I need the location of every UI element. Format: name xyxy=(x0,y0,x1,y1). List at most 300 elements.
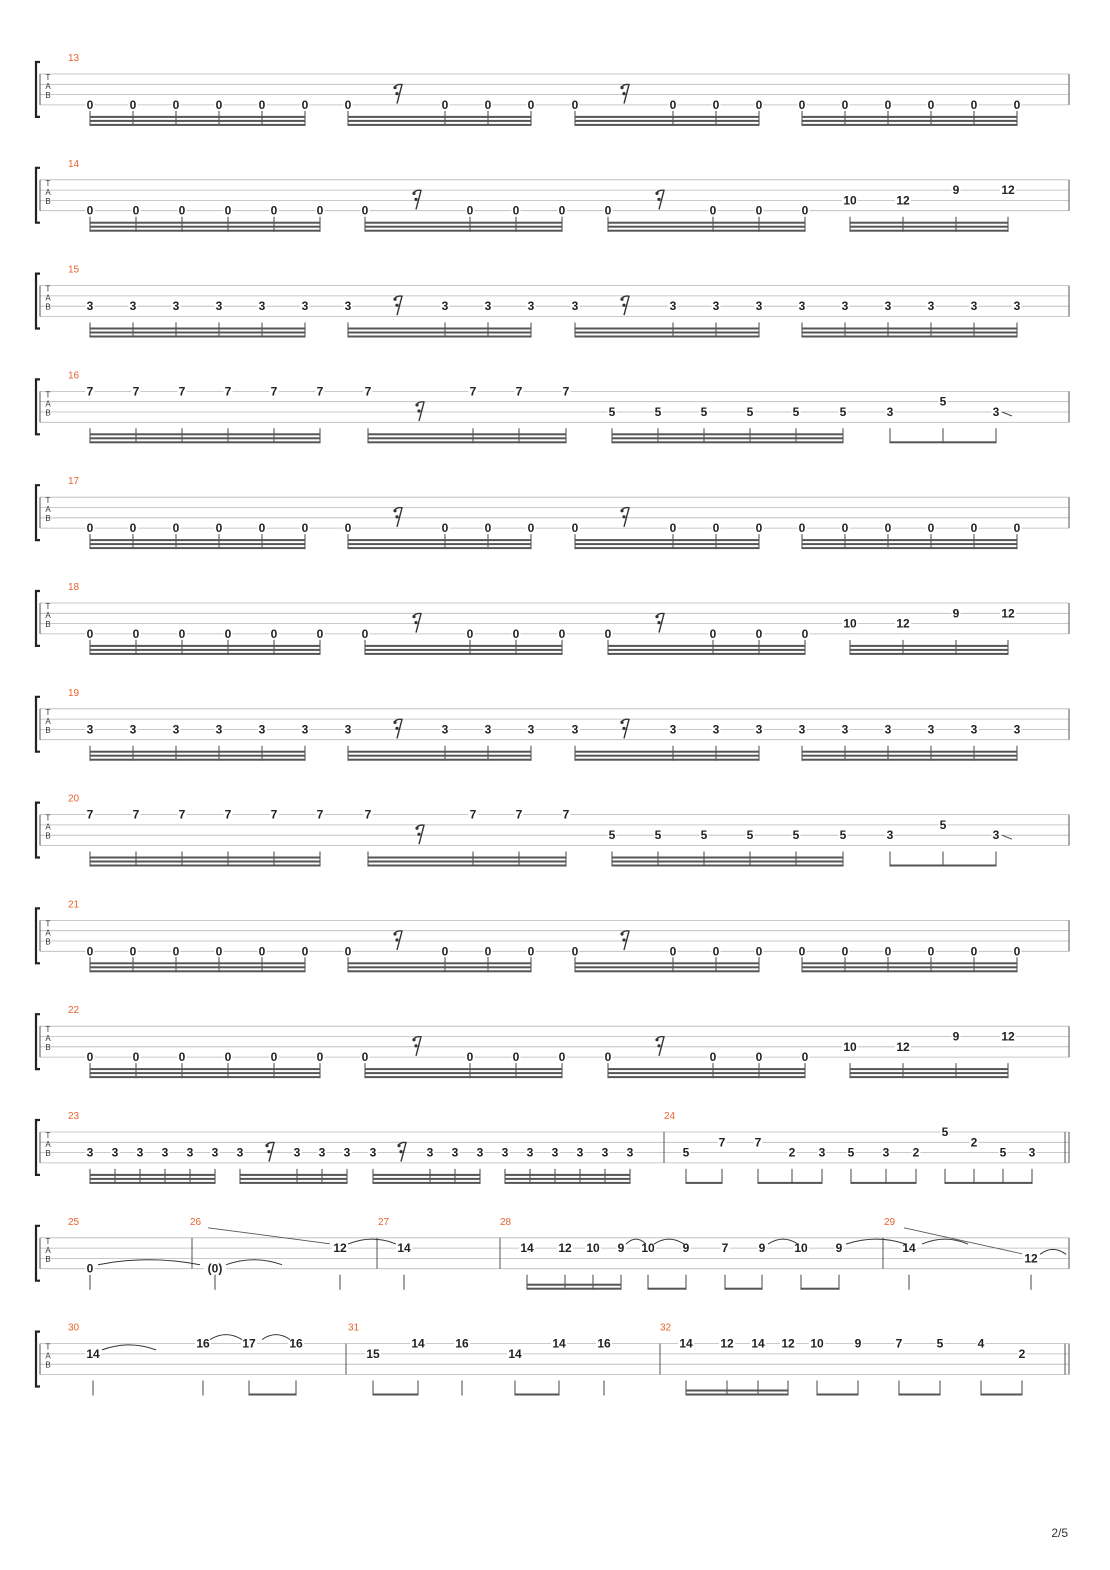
beam xyxy=(890,441,996,443)
tab-clef-letter: T xyxy=(45,284,51,294)
fret-number: 0 xyxy=(316,1050,324,1065)
beam xyxy=(249,1394,296,1396)
beam xyxy=(802,966,1017,968)
fret-number: 0 xyxy=(558,203,566,218)
rest-dot xyxy=(657,1044,660,1047)
beam xyxy=(802,336,1017,338)
fret-number: 5 xyxy=(700,828,708,843)
fret-number: 0 xyxy=(466,203,474,218)
fret-number: 3 xyxy=(86,722,94,737)
beam xyxy=(348,336,531,338)
beam xyxy=(850,1072,1008,1074)
fret-number: 0 xyxy=(344,97,352,112)
beam xyxy=(802,332,1017,334)
tab-clef-letter: T xyxy=(45,1131,51,1140)
beam xyxy=(505,1182,630,1184)
fret-number: 3 xyxy=(601,1145,609,1160)
fret-number: 3 xyxy=(886,405,894,419)
fret-number: 3 xyxy=(236,1145,244,1160)
fret-number: 3 xyxy=(818,1145,826,1160)
fret-number: 16 xyxy=(597,1336,611,1351)
tab-staff xyxy=(36,697,1069,752)
tab-clef-letter: B xyxy=(45,725,51,735)
beam xyxy=(348,120,531,122)
rest-dot xyxy=(267,1150,270,1153)
beam xyxy=(348,759,531,761)
fret-number: 3 xyxy=(111,1145,119,1160)
measure-number: 32 xyxy=(660,1322,672,1334)
fret-number: 0 xyxy=(466,626,474,641)
beam xyxy=(90,222,320,224)
measure-number: 27 xyxy=(378,1216,390,1228)
fret-number: 3 xyxy=(129,722,137,737)
fret-number: 0 xyxy=(1013,944,1021,959)
fret-number: 9 xyxy=(952,1029,960,1044)
fret-number: 7 xyxy=(270,807,278,822)
beam xyxy=(90,1174,215,1176)
fret-number: 0 xyxy=(798,944,806,959)
tab-clef-letter: B xyxy=(45,408,51,418)
fret-number: 5 xyxy=(941,1125,949,1139)
beam xyxy=(373,1178,480,1180)
fret-number: 7 xyxy=(86,807,94,822)
fret-number: 5 xyxy=(654,828,662,843)
beam xyxy=(802,547,1017,549)
fret-number: 3 xyxy=(86,1145,94,1160)
beam xyxy=(90,865,320,867)
rest-dot xyxy=(417,833,420,836)
rest-dot xyxy=(417,409,420,412)
fret-number: 0 xyxy=(604,1050,612,1065)
fret-number: 14 xyxy=(679,1336,693,1351)
fret-number: 0 xyxy=(270,626,278,641)
tab-staff xyxy=(36,591,1069,646)
beam xyxy=(802,970,1017,972)
beam xyxy=(90,328,305,330)
fret-number: 0 xyxy=(270,203,278,218)
fret-number: 0 xyxy=(527,944,535,959)
beam xyxy=(575,116,759,118)
fret-number: 3 xyxy=(86,299,94,314)
fret-number: 0 xyxy=(712,944,720,959)
beam xyxy=(365,653,562,655)
fret-number: 0 xyxy=(709,203,717,218)
fret-number: 3 xyxy=(441,299,449,314)
beam xyxy=(648,1288,686,1290)
system-bracket xyxy=(36,1226,40,1281)
fret-number: 14 xyxy=(411,1336,425,1351)
fret-number: 0 xyxy=(441,944,449,959)
fret-number: 14 xyxy=(508,1346,522,1361)
fret-number: 3 xyxy=(301,299,309,314)
measure-number: 14 xyxy=(68,158,80,170)
tab-clef-letter: B xyxy=(45,1043,51,1053)
fret-number: 10 xyxy=(641,1241,655,1256)
beam xyxy=(899,1394,940,1396)
beam xyxy=(527,1284,621,1286)
tab-clef-letter: A xyxy=(45,1245,51,1255)
tie xyxy=(654,1239,684,1244)
beam xyxy=(348,751,531,753)
rest-dot xyxy=(414,621,417,624)
beam xyxy=(608,649,805,651)
fret-number: 0 xyxy=(86,1050,94,1065)
fret-number: 0 xyxy=(215,944,223,959)
tab-clef-letter: B xyxy=(45,1254,51,1264)
fret-number: 0 xyxy=(215,521,223,536)
fret-number: 7 xyxy=(316,384,324,399)
fret-number: 0 xyxy=(571,97,579,112)
beam xyxy=(686,1390,788,1392)
fret-number: 5 xyxy=(746,405,754,419)
beam xyxy=(575,970,759,972)
fret-number: 0 xyxy=(527,521,535,536)
beam xyxy=(575,751,759,753)
fret-number: 7 xyxy=(515,384,523,399)
fret-number: 3 xyxy=(344,299,352,314)
tab-clef-letter: T xyxy=(45,813,51,823)
measure-number: 18 xyxy=(68,582,80,593)
beam xyxy=(575,547,759,549)
measure-number: 24 xyxy=(664,1111,676,1122)
tab-staff xyxy=(36,908,1069,963)
fret-number: 7 xyxy=(895,1336,903,1351)
beam xyxy=(612,861,843,863)
fret-number: 3 xyxy=(576,1145,584,1160)
fret-number: 0 xyxy=(1013,97,1021,112)
fret-number: 3 xyxy=(970,722,978,737)
beam xyxy=(90,332,305,334)
system-bracket xyxy=(36,1120,40,1175)
rest-dot xyxy=(393,298,396,301)
fret-number: 0 xyxy=(927,944,935,959)
fret-number: 3 xyxy=(211,1145,219,1160)
beam xyxy=(850,645,1008,647)
rest-dot xyxy=(622,727,625,730)
fret-number: 0 xyxy=(172,97,180,112)
fret-number: 3 xyxy=(451,1145,459,1160)
rest-dot xyxy=(655,192,658,195)
beam xyxy=(365,230,562,232)
rest-dot xyxy=(393,86,396,89)
fret-number: 3 xyxy=(215,299,223,314)
beam xyxy=(515,1394,559,1396)
beam xyxy=(981,1394,1022,1396)
beam xyxy=(851,1182,916,1184)
fret-number: 0 xyxy=(466,1050,474,1065)
beam xyxy=(90,437,320,439)
measure-number: 30 xyxy=(68,1322,80,1334)
beam xyxy=(348,547,531,549)
beam xyxy=(850,226,1008,228)
fret-number: 3 xyxy=(426,1145,434,1160)
fret-number: 0 xyxy=(755,626,763,641)
beam xyxy=(348,116,531,118)
fret-number: 12 xyxy=(896,1039,910,1054)
fret-number: 7 xyxy=(469,384,477,399)
beam xyxy=(240,1178,347,1180)
beam xyxy=(348,755,531,757)
beam xyxy=(608,222,805,224)
fret-number: 3 xyxy=(798,722,806,737)
fret-number: 3 xyxy=(886,828,894,843)
measure-number: 19 xyxy=(68,687,80,699)
rest-dot xyxy=(265,1144,268,1147)
tab-clef-letter: A xyxy=(45,611,51,620)
fret-number: 3 xyxy=(258,299,266,314)
fret-number: 3 xyxy=(172,299,180,314)
beam xyxy=(802,543,1017,545)
fret-number: 16 xyxy=(455,1336,469,1351)
beam xyxy=(368,857,566,859)
beam xyxy=(90,861,320,863)
fret-number: 0 xyxy=(669,97,677,112)
fret-number: 7 xyxy=(86,384,94,399)
beam xyxy=(90,1072,320,1074)
beam xyxy=(575,539,759,541)
fret-number: 7 xyxy=(515,807,523,822)
fret-number: 9 xyxy=(854,1336,862,1351)
fret-number: 10 xyxy=(843,193,857,208)
fret-number: 0 xyxy=(709,1050,717,1065)
fret-number: 0 xyxy=(258,97,266,112)
tab-staff xyxy=(36,485,1069,540)
rest-dot xyxy=(414,1044,417,1047)
fret-number: 5 xyxy=(608,405,616,419)
tab-staff xyxy=(36,168,1069,223)
beam xyxy=(90,966,305,968)
beam xyxy=(686,1182,722,1184)
slide-line xyxy=(208,1228,330,1244)
beam xyxy=(90,857,320,859)
tab-clef-letter: B xyxy=(45,620,51,629)
fret-number: 3 xyxy=(172,722,180,737)
measure-number: 21 xyxy=(68,899,80,911)
beam xyxy=(90,1182,215,1184)
fret-number: 9 xyxy=(682,1241,690,1256)
beam xyxy=(90,230,320,232)
tab-clef-letter: B xyxy=(45,1149,51,1158)
slide-mark xyxy=(1002,412,1012,416)
fret-number: 2 xyxy=(788,1145,796,1160)
beam xyxy=(90,336,305,338)
fret-number: 3 xyxy=(136,1145,144,1160)
fret-number: 5 xyxy=(939,817,947,832)
fret-number: 0 xyxy=(361,626,369,641)
fret-number: 0 xyxy=(755,203,763,218)
beam xyxy=(575,124,759,126)
fret-number: 3 xyxy=(884,299,892,314)
fret-number: 5 xyxy=(847,1145,855,1160)
tie xyxy=(226,1260,282,1265)
fret-number: 0 xyxy=(258,521,266,536)
beam xyxy=(365,222,562,224)
rest-dot xyxy=(397,1144,400,1147)
fret-number: 16 xyxy=(196,1336,210,1351)
rest-dot xyxy=(620,721,623,724)
fret-number: 9 xyxy=(952,606,960,621)
fret-number: 9 xyxy=(952,183,960,198)
fret-number: 10 xyxy=(810,1336,824,1351)
fret-number: 3 xyxy=(527,299,535,314)
beam xyxy=(612,433,843,435)
fret-number: 12 xyxy=(720,1336,734,1351)
tab-clef-letter: A xyxy=(45,1140,51,1149)
beam xyxy=(608,226,805,228)
fret-number: 10 xyxy=(794,1241,808,1256)
beam xyxy=(817,1394,858,1396)
fret-number: 5 xyxy=(939,394,947,409)
beam xyxy=(90,755,305,757)
fret-number: 3 xyxy=(318,1145,326,1160)
beam xyxy=(608,1068,805,1070)
fret-number: 0 xyxy=(178,1050,186,1065)
tab-clef-letter: A xyxy=(45,82,51,91)
fret-number: 3 xyxy=(970,299,978,314)
rest-dot xyxy=(412,192,415,195)
rest-dot xyxy=(655,615,658,618)
beam xyxy=(725,1288,762,1290)
fret-number: 0 xyxy=(224,1050,232,1065)
tab-staff xyxy=(36,62,1069,117)
fret-number: 3 xyxy=(1013,299,1021,314)
beam xyxy=(240,1182,347,1184)
beam xyxy=(575,759,759,761)
tab-staff xyxy=(36,379,1069,434)
page-number: 2/5 xyxy=(1051,1526,1068,1540)
fret-number: 3 xyxy=(258,722,266,737)
beam xyxy=(373,1394,418,1396)
beam xyxy=(90,124,305,126)
fret-number: 3 xyxy=(927,299,935,314)
fret-number: 0 xyxy=(712,97,720,112)
fret-number: 12 xyxy=(1001,1029,1015,1044)
beam xyxy=(90,441,320,443)
fret-number: 3 xyxy=(1013,722,1021,737)
beam xyxy=(802,120,1017,122)
tie xyxy=(922,1239,968,1244)
beam xyxy=(90,116,305,118)
rest-dot xyxy=(620,509,623,512)
fret-number: 3 xyxy=(293,1145,301,1160)
fret-number: 16 xyxy=(289,1336,303,1351)
fret-number: 9 xyxy=(758,1241,766,1256)
beam xyxy=(90,759,305,761)
system-bracket xyxy=(36,62,40,117)
fret-number: 4 xyxy=(977,1336,985,1351)
beam xyxy=(850,1068,1008,1070)
fret-number: 0 xyxy=(755,944,763,959)
beam xyxy=(90,226,320,228)
tab-clef-letter: A xyxy=(45,1351,51,1361)
fret-number: 0 xyxy=(132,1050,140,1065)
tab-clef-letter: A xyxy=(45,399,51,409)
fret-number: 0 xyxy=(512,626,520,641)
fret-number: 0 xyxy=(527,97,535,112)
fret-number: 3 xyxy=(712,299,720,314)
system-bracket xyxy=(36,908,40,963)
beam xyxy=(90,970,305,972)
fret-number: 0 xyxy=(132,203,140,218)
fret-number: 9 xyxy=(617,1241,625,1256)
fret-number: 0 xyxy=(604,626,612,641)
fret-number: 0 xyxy=(178,626,186,641)
fret-number: 3 xyxy=(441,722,449,737)
beam xyxy=(348,966,531,968)
rest-dot xyxy=(655,1038,658,1041)
fret-number: 3 xyxy=(755,722,763,737)
fret-number: 0 xyxy=(884,97,892,112)
tab-clef-letter: T xyxy=(45,707,51,717)
fret-number: 0 xyxy=(798,97,806,112)
fret-number: 5 xyxy=(839,405,847,419)
fret-number: 0 xyxy=(129,97,137,112)
measure-number: 16 xyxy=(68,370,80,382)
rest-dot xyxy=(412,615,415,618)
tab-clef-letter: B xyxy=(45,937,51,947)
rest-dot xyxy=(622,515,625,518)
beam xyxy=(575,962,759,964)
fret-number: 3 xyxy=(571,722,579,737)
tab-clef-letter: T xyxy=(45,496,51,506)
fret-number: 3 xyxy=(301,722,309,737)
fret-number: 7 xyxy=(718,1135,726,1150)
fret-number: 3 xyxy=(755,299,763,314)
fret-number: 0 xyxy=(178,203,186,218)
tie xyxy=(210,1335,242,1340)
fret-number: 5 xyxy=(746,828,754,843)
measure-number: 13 xyxy=(68,53,80,64)
system-bracket xyxy=(36,274,40,329)
fret-number: 3 xyxy=(186,1145,194,1160)
fret-number: 0 xyxy=(970,944,978,959)
rest-dot xyxy=(393,721,396,724)
fret-number: 5 xyxy=(792,828,800,843)
beam xyxy=(368,865,566,867)
beam xyxy=(365,645,562,647)
beam xyxy=(612,441,843,443)
tab-staff xyxy=(36,1014,1069,1069)
beam xyxy=(368,861,566,863)
beam xyxy=(608,645,805,647)
fret-number: 10 xyxy=(843,616,857,631)
fret-number: 0 xyxy=(801,1050,809,1065)
beam xyxy=(612,857,843,859)
fret-number: 0 xyxy=(441,521,449,536)
tab-clef-letter: B xyxy=(45,196,51,206)
beam xyxy=(90,539,305,541)
beam xyxy=(90,653,320,655)
fret-number: 12 xyxy=(333,1241,347,1256)
rest-dot xyxy=(395,938,398,941)
fret-number: 0 xyxy=(301,944,309,959)
fret-number: 5 xyxy=(700,405,708,419)
tie xyxy=(262,1335,290,1340)
fret-number: 5 xyxy=(682,1145,690,1160)
fret-number: 0 xyxy=(927,521,935,536)
tab-staff xyxy=(36,803,1069,858)
fret-number: 0 xyxy=(258,944,266,959)
measure-number: 23 xyxy=(68,1111,80,1122)
fret-number: 7 xyxy=(224,807,232,822)
beam xyxy=(575,120,759,122)
tab-clef-letter: T xyxy=(45,1236,51,1246)
fret-number: 0 xyxy=(798,521,806,536)
fret-number: 12 xyxy=(781,1336,795,1351)
fret-number: 3 xyxy=(484,299,492,314)
beam xyxy=(802,539,1017,541)
fret-number: 7 xyxy=(754,1135,762,1150)
